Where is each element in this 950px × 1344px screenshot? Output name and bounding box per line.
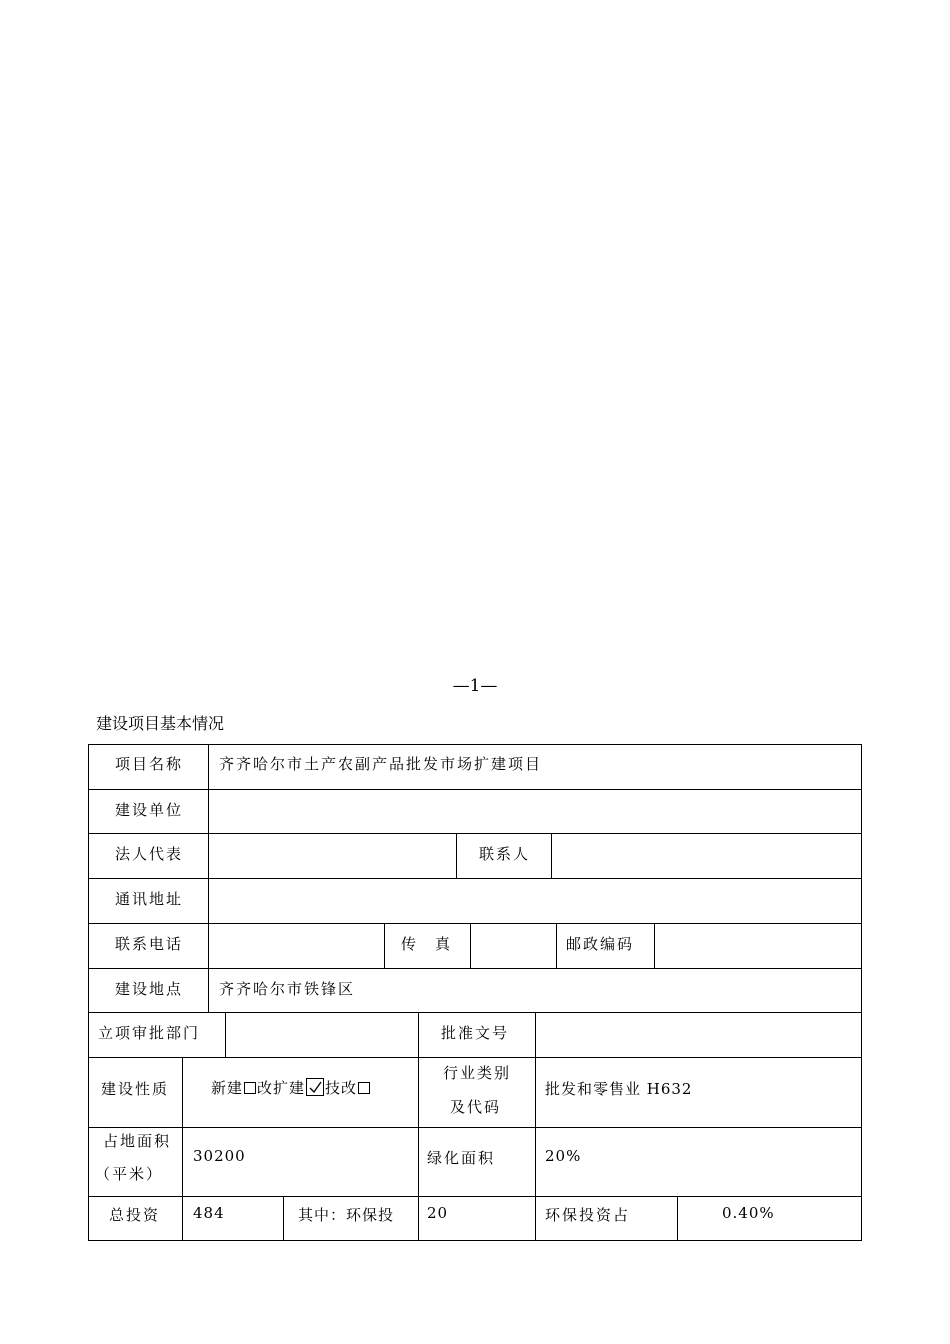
- value-cell: [655, 924, 861, 968]
- postcode-label: 邮政编码: [566, 935, 635, 953]
- label-cell: [89, 745, 209, 789]
- value-cell: [536, 1058, 861, 1127]
- label-cell: [89, 790, 209, 833]
- expand-checkbox-checked[interactable]: [306, 1078, 324, 1096]
- label-cell: [419, 1013, 536, 1057]
- row-nature: [89, 1058, 861, 1128]
- opt-new-label: 新建: [211, 1079, 244, 1097]
- row-area: [89, 1128, 861, 1197]
- industry-value: 批发和零售业 H632: [545, 1080, 693, 1098]
- fax-label: 传 真: [401, 935, 453, 953]
- check-icon: [308, 1080, 323, 1095]
- label-cell: [89, 1197, 183, 1241]
- legal-rep-label: 法人代表: [115, 845, 184, 863]
- value-cell: [678, 1197, 861, 1241]
- label-cell: [284, 1197, 419, 1241]
- value-cell: [209, 969, 861, 1012]
- nature-options-cell: [183, 1058, 419, 1127]
- location-value: 齐齐哈尔市铁锋区: [219, 980, 356, 998]
- value-cell: [419, 1197, 536, 1241]
- construction-unit-label: 建设单位: [115, 801, 184, 819]
- value-cell: [183, 1128, 419, 1196]
- address-label: 通讯地址: [115, 890, 184, 908]
- project-name-value: 齐齐哈尔市土产农副产品批发市场扩建项目: [219, 755, 543, 773]
- section-title: 建设项目基本情况: [96, 714, 225, 733]
- label-cell: [89, 924, 209, 968]
- investment-label: 总投资: [109, 1206, 161, 1224]
- label-cell: [89, 834, 209, 878]
- location-label: 建设地点: [115, 980, 184, 998]
- env-investment-value: 20: [427, 1204, 449, 1222]
- value-cell: [209, 745, 861, 789]
- label-cell: [457, 834, 552, 878]
- page-number: —1—: [452, 676, 498, 696]
- label-cell: [89, 879, 209, 923]
- approval-label: 立项审批部门: [98, 1024, 201, 1042]
- investment-value: 484: [193, 1204, 225, 1222]
- green-label: 绿化面积: [427, 1149, 496, 1167]
- label-cell: [419, 1128, 536, 1196]
- value-cell: [209, 924, 385, 968]
- area-value: 30200: [193, 1147, 246, 1165]
- value-cell: [183, 1197, 284, 1241]
- area-label-1: 占地面积: [103, 1132, 172, 1150]
- row-address: [89, 879, 861, 924]
- value-cell: [536, 1013, 861, 1057]
- value-cell: [209, 879, 861, 923]
- tech-checkbox[interactable]: [358, 1082, 370, 1094]
- industry-label-1: 行业类别: [443, 1064, 512, 1082]
- label-cell: [89, 1013, 226, 1057]
- ratio-value: 0.40%: [722, 1204, 775, 1222]
- env-investment-label: 其中：环保投: [298, 1206, 395, 1224]
- project-name-label: 项目名称: [115, 755, 184, 773]
- nature-options: [211, 1077, 371, 1098]
- doc-label: 批准文号: [441, 1024, 510, 1042]
- value-cell: [226, 1013, 419, 1057]
- label-cell: [385, 924, 471, 968]
- label-cell: [557, 924, 655, 968]
- value-cell: [552, 834, 861, 878]
- nature-label: 建设性质: [101, 1080, 170, 1098]
- label-cell: [89, 1058, 183, 1127]
- value-cell: [209, 790, 861, 833]
- opt-tech-label: 技改: [325, 1079, 358, 1097]
- ratio-label: 环保投资占: [545, 1206, 631, 1224]
- value-cell: [536, 1128, 861, 1196]
- row-phone: [89, 924, 861, 969]
- label-cell: [89, 969, 209, 1012]
- area-label-2: （平米）: [95, 1165, 164, 1183]
- industry-label-2: 及代码: [450, 1098, 502, 1116]
- new-checkbox[interactable]: [244, 1082, 256, 1094]
- row-legal-rep: [89, 834, 861, 879]
- row-approval: [89, 1013, 861, 1058]
- label-cell: [89, 1128, 183, 1196]
- row-location: [89, 969, 861, 1013]
- phone-label: 联系电话: [115, 935, 184, 953]
- label-cell: [419, 1058, 536, 1127]
- opt-expand-label: 改扩建: [257, 1079, 306, 1097]
- project-info-table: [88, 744, 862, 1241]
- row-investment: [89, 1197, 861, 1241]
- row-project-name: [89, 745, 861, 790]
- value-cell: [471, 924, 557, 968]
- green-value: 20%: [545, 1147, 582, 1165]
- row-construction-unit: [89, 790, 861, 834]
- label-cell: [536, 1197, 678, 1241]
- value-cell: [209, 834, 457, 878]
- contact-label: 联系人: [479, 845, 531, 863]
